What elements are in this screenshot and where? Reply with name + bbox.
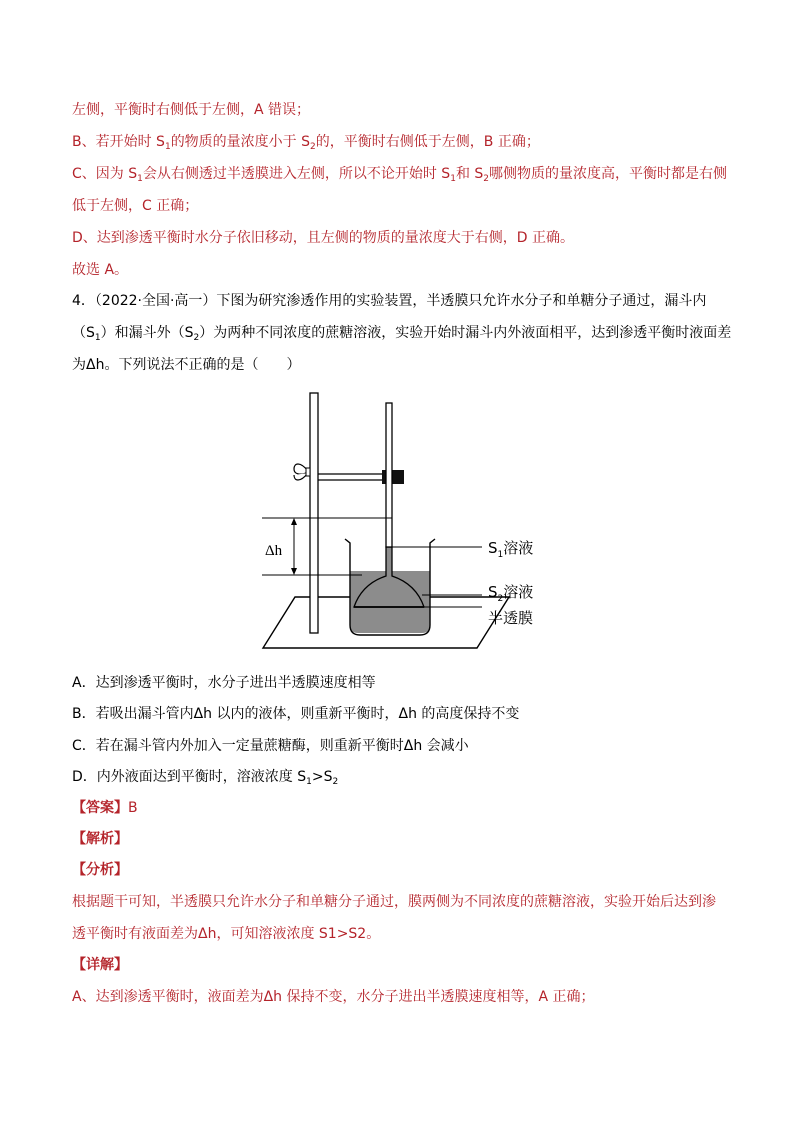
question-stem-line-2: $(S_1)$和漏斗外$(S_2)$为两种不同浓度的蔗糖溶液，实验开始时漏斗内外液面相平，达到渗透平衡时液面差 (72, 325, 732, 343)
answer-label: 【答案】 (72, 800, 128, 816)
analysis-label: 【解析】 (72, 831, 128, 847)
detail-label: 【详解】 (72, 957, 128, 973)
prev-explanation-line-6: 故选 A。 (72, 262, 129, 278)
question-stem-line-3: 为Δh。下列说法不正确的是（ ） (72, 357, 301, 373)
membrane-label: 半透膜 (488, 609, 534, 627)
stand-rod (310, 393, 318, 633)
option-a: A．达到渗透平衡时，水分子进出半透膜速度相等 (72, 675, 376, 691)
prev-explanation-line-1: 左侧，平衡时右侧低于左侧，A 错误； (72, 102, 311, 118)
fenxi-line-2: 透平衡时有液面差为Δh，可知溶液浓度 S1>S2。 (72, 926, 381, 942)
detail-line-1: A、达到渗透平衡时，液面差为Δh 保持不变，水分子进出半透膜速度相等，A 正确； (72, 989, 595, 1005)
osmosis-apparatus-figure (250, 385, 560, 653)
prev-explanation-line-4: 低于左侧，C 正确； (72, 198, 199, 214)
option-d: D．内外液面达到平衡时，溶液浓度 $S_1>S_2$ (72, 769, 339, 787)
delta-h-arrow-up (291, 518, 297, 525)
delta-h-arrow-down (291, 568, 297, 575)
delta-h-label: Δh (265, 543, 283, 559)
option-b: B．若吸出漏斗管内Δh 以内的液体，则重新平衡时，Δh 的高度保持不变 (72, 706, 520, 722)
prev-explanation-line-3: C、因为 $S_1$会从右侧透过半透膜进入左侧，所以不论开始时 $S_1$和 $S_2$哪侧物质的量浓度高，平衡时都是右侧 (72, 166, 728, 184)
s2-solution-label: $S_2$溶液 (488, 583, 534, 604)
fenxi-line-1: 根据题干可知，半透膜只允许水分子和单糖分子通过，膜两侧为不同浓度的蔗糖溶液，实验开始后达到渗 (72, 894, 716, 910)
answer-line (72, 798, 138, 818)
fenxi-label: 【分析】 (72, 862, 128, 878)
prev-explanation-line-5: D、达到渗透平衡时水分子依旧移动，且左侧的物质的量浓度大于右侧，D 正确。 (72, 230, 575, 246)
wing-nut-icon (294, 464, 310, 480)
question-stem-line-1: 4．（2022·全国·高一）下图为研究渗透作用的实验装置，半透膜只允许水分子和单糖分子通过，漏斗内 (72, 293, 707, 309)
answer-value: B (128, 800, 138, 816)
prev-explanation-line-2: B、若开始时 $S_1$的物质的量浓度小于 $S_2$的，平衡时右侧低于左侧，B 正确； (72, 134, 540, 152)
funnel-tube (386, 403, 392, 547)
option-c: C．若在漏斗管内外加入一定量蔗糖酶，则重新平衡时Δh 会减小 (72, 738, 469, 754)
s1-solution-label: $S_1$溶液 (488, 539, 534, 560)
clamp-block (382, 470, 404, 484)
